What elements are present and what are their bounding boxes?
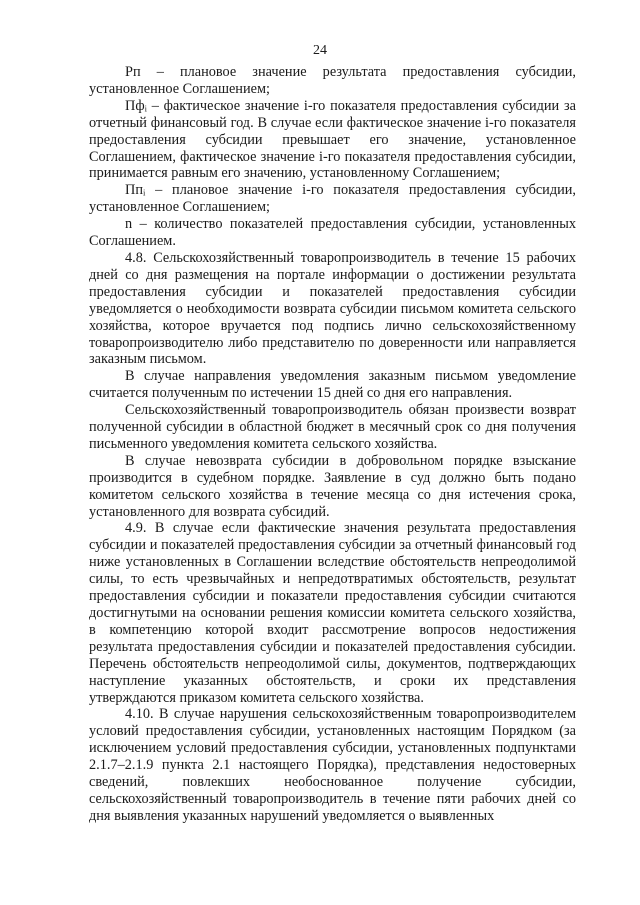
paragraph-pf-definition: Пфᵢ – фактическое значение i-го показателя предоставления субсидии за отчетный финансовый год. В случае если фактическое значение i-го показателя предоставления субсидии превышает его значение, установленное Соглашением, фактическое значение i-го показателя предоставления субсидии, принимается равным его значению, установленному Соглашением; — [89, 97, 576, 182]
paragraph-n-definition: n – количество показателей предоставления субсидии, установленных Соглашением. — [89, 216, 576, 250]
paragraph-court-recovery: В случае невозврата субсидии в добровольном порядке взыскание производится в судебном порядке. Заявление в суд должно быть подано комитетом сельского хозяйства в течение месяца со дня истечения срока, установленного для возврата субсидий. — [89, 452, 576, 520]
paragraph-4-8: 4.8. Сельскохозяйственный товаропроизводитель в течение 15 рабочих дней со дня размещения на портале информации о достижении результата предоставления субсидии и показателей предоставления субсидии уведомляется о необходимости возврата субсидии письмом комитета сельского хозяйства, которое вручается под подпись лично сельскохозяйственному товаропроизводителю либо представителю по доверенности или направляется заказным письмом. — [89, 249, 576, 368]
paragraph-4-10: 4.10. В случае нарушения сельскохозяйственным товаропроизводителем условий предоставления субсидии, установленных настоящим Порядком (за исключением условий предоставления субсидии, установленных подпунктами 2.1.7–2.1.9 пункта 2.1 настоящего Порядка), представления недостоверных сведений, повлекших необоснованное получение субсидии, сельскохозяйственный товаропроизводитель в течение пяти рабочих дней со дня выявления указанных нарушений уведомляется о выявленных — [89, 706, 576, 824]
paragraph-rp-definition: Рп – плановое значение результата предоставления субсидии, установленное Соглашением; — [89, 64, 576, 97]
paragraph-registered-mail: В случае направления уведомления заказным письмом уведомление считается полученным по истечении 15 дней со дня его направления. — [89, 368, 576, 402]
page-number: 24 — [313, 43, 327, 58]
paragraph-refund-obligation: Сельскохозяйственный товаропроизводитель обязан произвести возврат полученной субсидии в областной бюджет в месячный срок со дня получения письменного уведомления комитета сельского хозяйства. — [89, 402, 576, 452]
paragraph-pp-definition: Ппᵢ – плановое значение i-го показателя предоставления субсидии, установленное Соглашением; — [89, 182, 576, 216]
document-body — [89, 64, 576, 825]
paragraph-4-9: 4.9. В случае если фактические значения результата предоставления субсидии и показателей предоставления субсидии за отчетный финансовый год ниже установленных в Соглашении вследствие обстоятельств непреодолимой силы, то есть чрезвычайных и непредотвратимых обстоятельств, результат предоставления субсидии и показатели предоставления субсидии считаются достигнутыми на основании решения комиссии комитета сельского хозяйства, в компетенцию которой входит рассмотрение вопросов недостижения результата предоставления субсидии и показателей предоставления субсидии. Перечень обстоятельств непреодолимой силы, документов, подтверждающих наступление указанных обстоятельств, и сроки их представления утверждаются приказом комитета сельского хозяйства. — [89, 520, 576, 706]
